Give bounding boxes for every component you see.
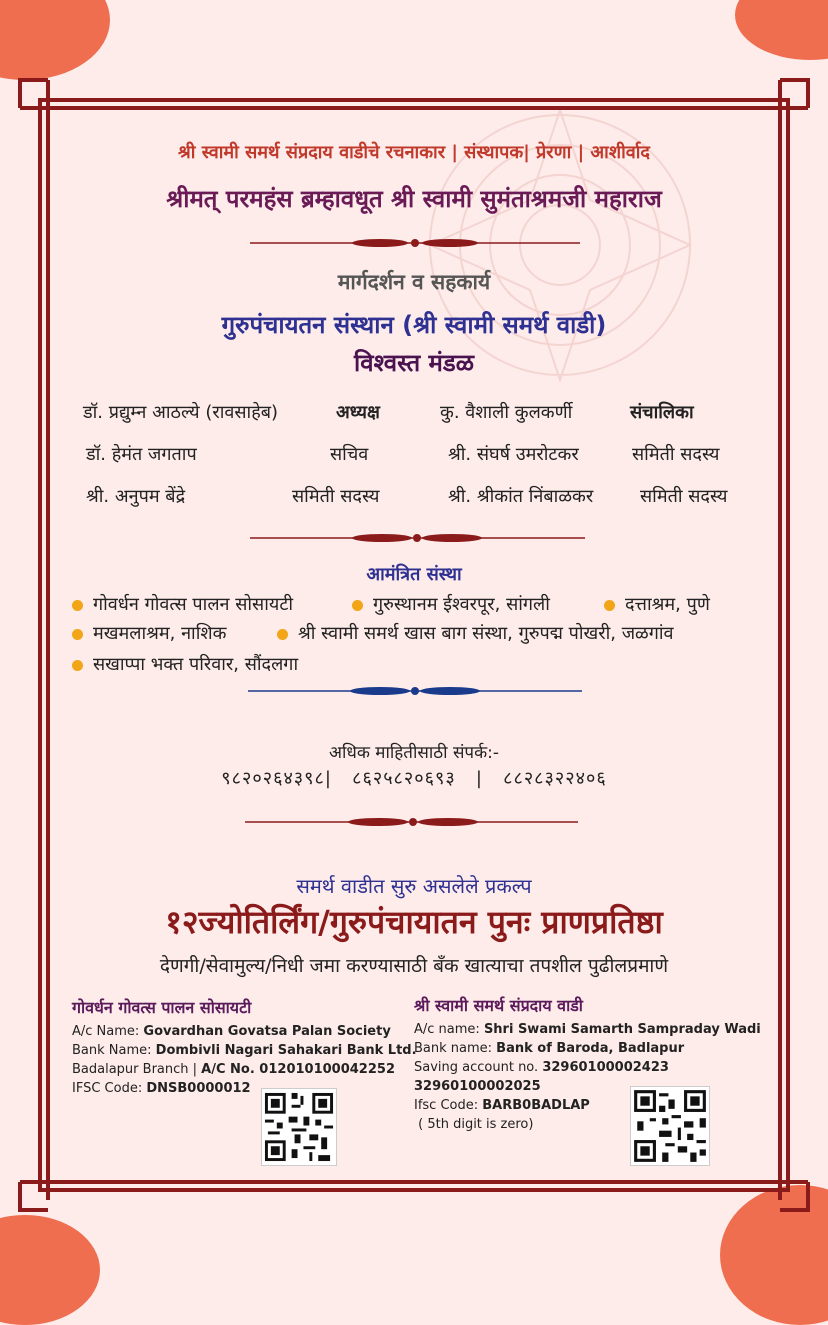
trustee-role: सचिव (330, 444, 369, 465)
trustee-role: समिती सदस्य (640, 486, 728, 507)
bank-details-right: श्री स्वामी समर्थ संप्रदाय वाडी A/c name: Shri Swami Samarth Sampraday Wadi Bank name: Bank of Baroda, Badlapur Saving account no. 32960100002423 32960100002025 Ifsc Code: BARB0BADLAP ( 5th digit is zero) (414, 996, 761, 1132)
invited-item: दत्ताश्रम, पुणे (604, 592, 710, 616)
trustee-name: कु. वैशाली कुलकर्णी (440, 402, 573, 423)
organization-name: गुरुपंचायतन संस्थान (श्री स्वामी समर्थ वाडी) (221, 311, 607, 339)
trustee-name: श्री. संघर्ष उमरोटकर (448, 444, 579, 465)
invited-item: गोवर्धन गोवत्स पालन सोसायटी (72, 592, 293, 616)
trustee-role: अध्यक्ष (336, 402, 380, 423)
contact-phones: ९८२०२६४३९८| ८६२५८२०६९३ | ८८२८३२२४०६ (221, 768, 607, 789)
trustee-name: डॉ. हेमंत जगताप (86, 444, 197, 465)
trustee-role: समिती सदस्य (292, 486, 380, 507)
divider-2 (250, 534, 585, 542)
invited-item: गुरुस्थानम ईश्वरपूर, सांगली (352, 592, 550, 616)
donation-note: देणगी/सेवामुल्य/निधी जमा करण्यासाठी बँक खात्याचा तपशील पुढीलप्रमाणे (159, 955, 669, 977)
project-intro: समर्थ वाडीत सुरु असलेले प्रकल्प (296, 874, 532, 898)
trustee-role: समिती सदस्य (632, 444, 720, 465)
divider-1 (250, 239, 580, 247)
trustee-role: संचालिका (630, 402, 694, 423)
board-title: विश्वस्त मंडळ (354, 349, 474, 377)
invited-item: मखमलाश्रम, नाशिक (72, 621, 226, 645)
bank-left-title: गोवर्धन गोवत्स पालन सोसायटी (72, 998, 252, 1017)
trustee-name: श्री. श्रीकांत निंबाळकर (448, 486, 594, 507)
founder-name: श्रीमत् परमहंस ब्रम्हावधूत श्री स्वामी सुमंताश्रमजी महाराज (166, 185, 662, 213)
guidance-label: मार्गदर्शन व सहकार्य (337, 270, 491, 294)
bank-right-title: श्री स्वामी समर्थ संप्रदाय वाडी (414, 996, 583, 1015)
qr-code-icon (261, 1088, 337, 1166)
invited-item: श्री स्वामी समर्थ खास बाग संस्था, गुरुपद्म पोखरी, जळगांव (277, 621, 674, 645)
invited-title: आमंत्रित संस्था (366, 564, 462, 585)
divider-3 (248, 687, 582, 695)
bank-details-left: गोवर्धन गोवत्स पालन सोसायटी A/c Name: Govardhan Govatsa Palan Society Bank Name: Dombivli Nagari Sahakari Bank Ltd. Badalapur Branch | A/C No. 012010100042252 IFSC Code: DNSB0000012 (72, 998, 417, 1096)
trustee-name: श्री. अनुपम बेंद्रे (86, 486, 186, 507)
trustee-name: डॉ. प्रद्युम्न आठल्ये (रावसाहेब) (83, 402, 279, 423)
founder-caption: श्री स्वामी समर्थ संप्रदाय वाडीचे रचनाकार | संस्थापक| प्रेरणा | आशीर्वाद (178, 142, 650, 163)
invited-item: सखाप्पा भक्त परिवार, सौंदलगा (72, 652, 298, 676)
qr-code-icon (630, 1086, 710, 1166)
project-title: १२ज्योतिर्लिंग/गुरुपंचायातन पुनः प्राणप्रतिष्ठा (165, 903, 663, 941)
contact-label: अधिक माहितीसाठी संपर्क:- (328, 743, 500, 763)
divider-4 (245, 818, 578, 826)
